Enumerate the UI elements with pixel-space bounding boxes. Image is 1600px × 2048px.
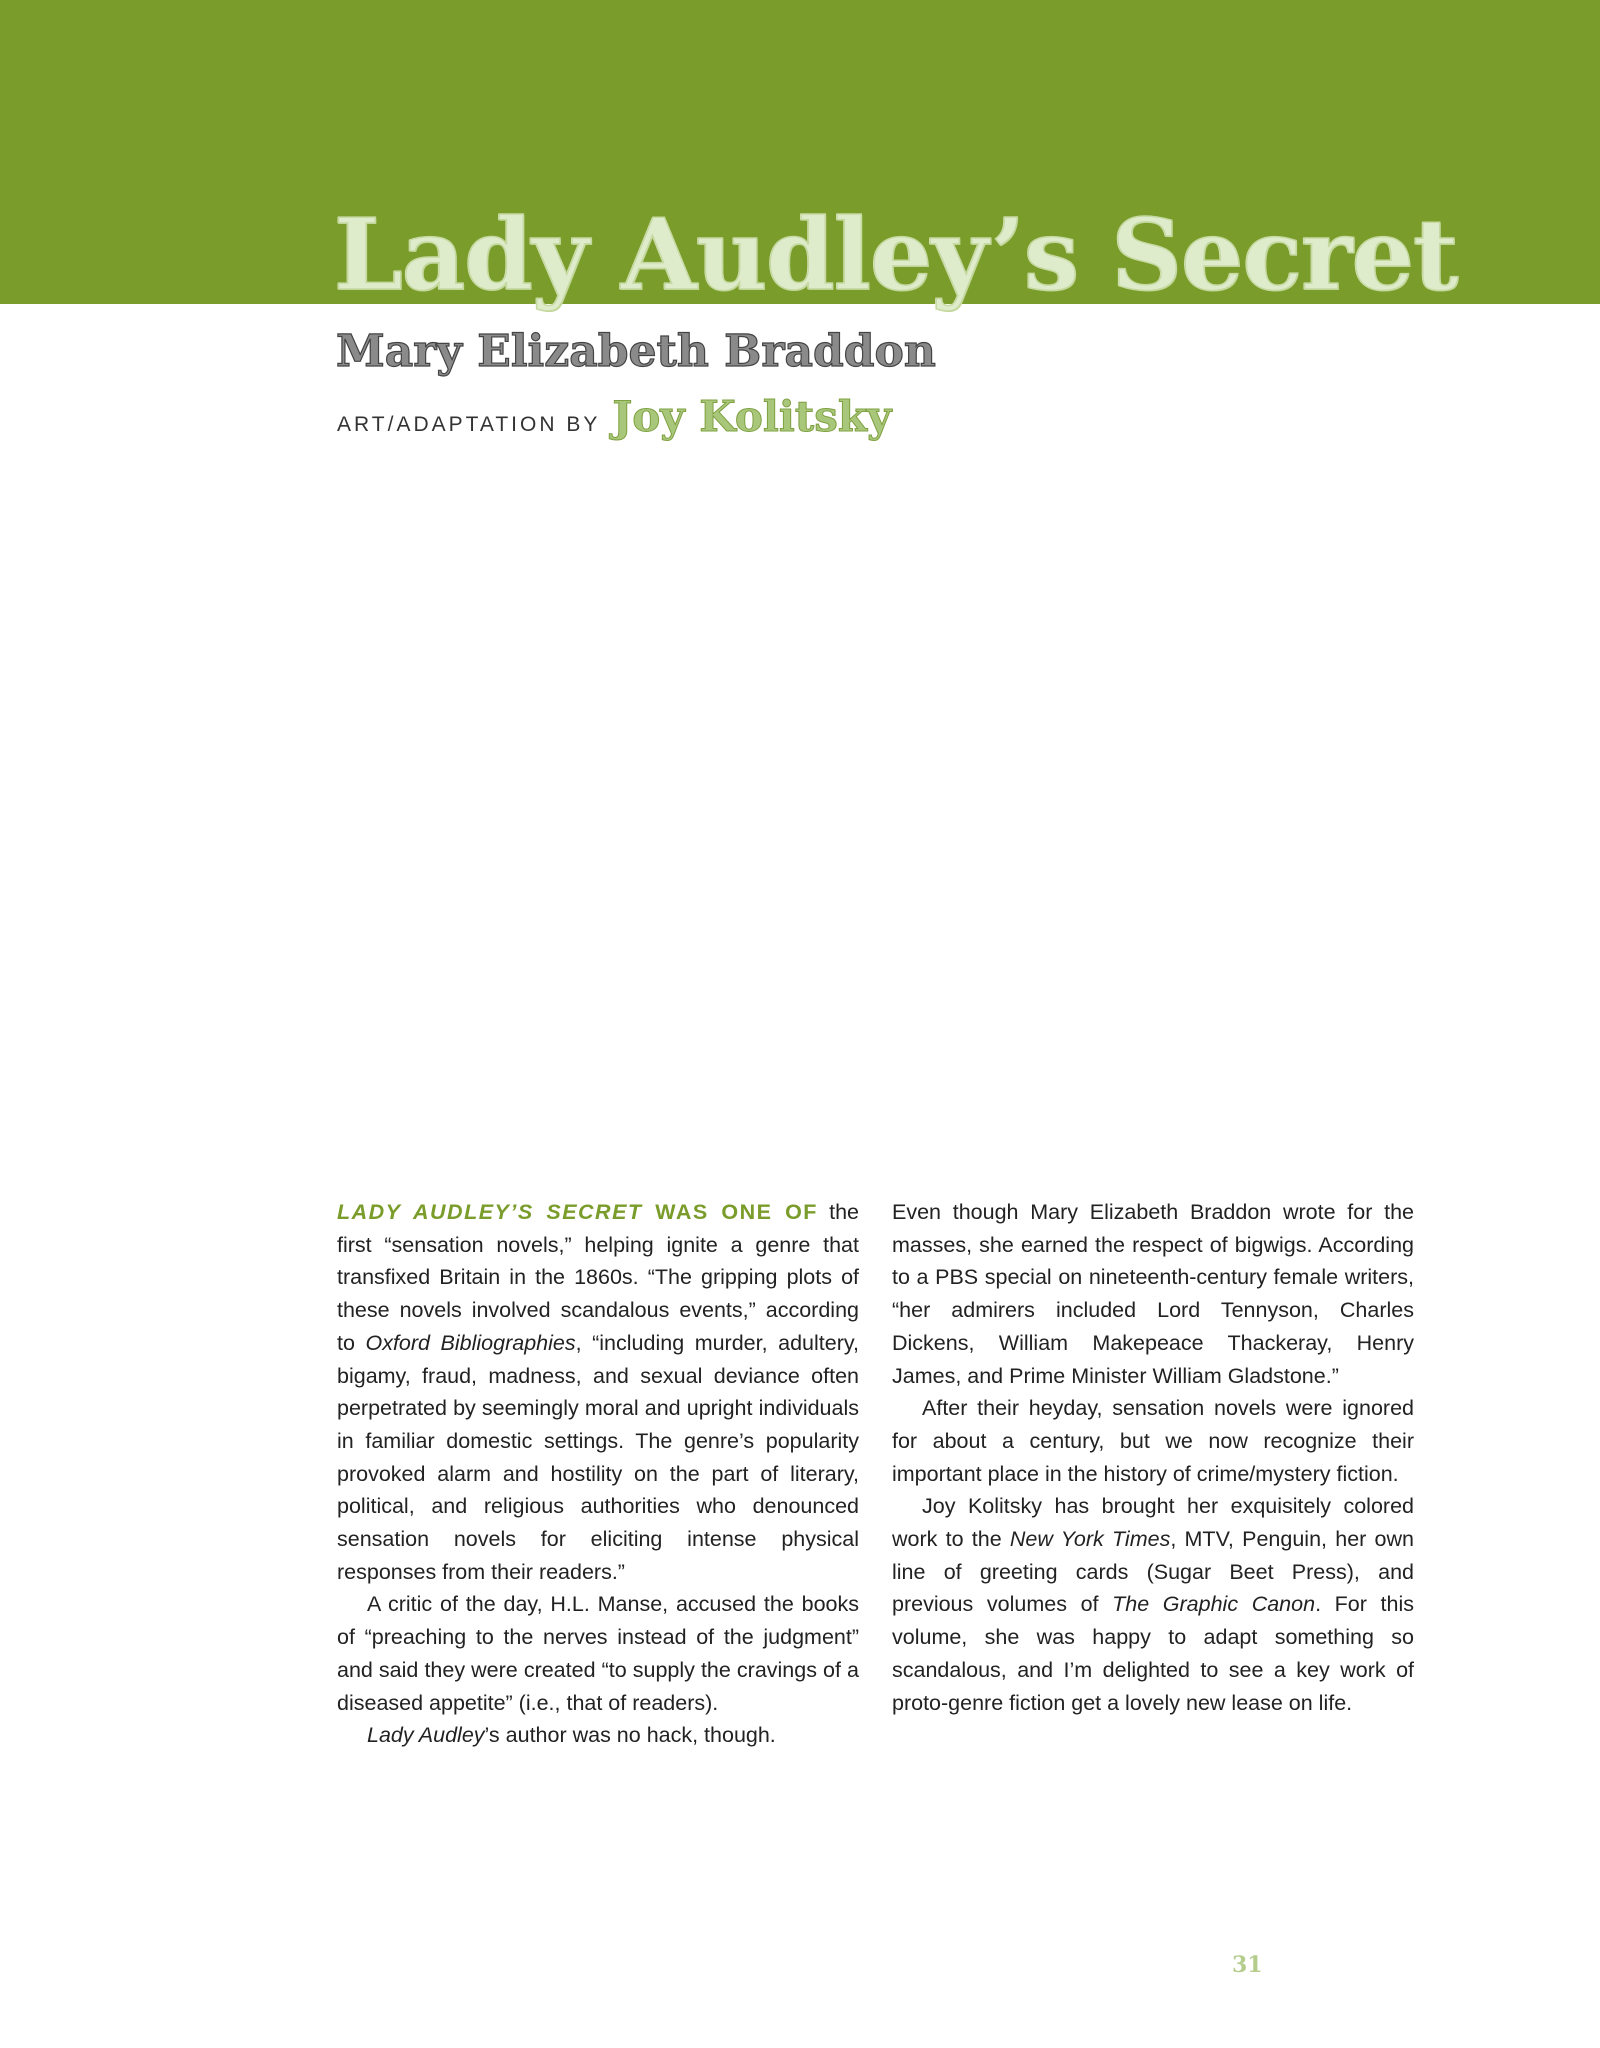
story-title: Lady Audley’s Secret [334, 198, 1458, 313]
paragraph: After their heyday, sensation novels were ignored for about a century, but we now recognize their important place in the history of crime/mystery fiction. [892, 1396, 1414, 1486]
text: the first “sensation novels,” helping ignite a genre that transfixed Britain in the 1860s. “The gripping plots of these novels involved scandalous events,” according to [337, 1200, 859, 1355]
lead-in-rest: WAS ONE OF [642, 1200, 818, 1224]
text: , MTV, Penguin, her own line of greeting cards (Sugar Beet Press), and previous volumes of [892, 1527, 1414, 1617]
intro-column-left [337, 1196, 859, 1752]
paragraph [337, 1719, 859, 1752]
text: Joy Kolitsky has brought her exquisitely colored work to the [892, 1494, 1414, 1552]
text-italic: The Graphic Canon [1112, 1592, 1316, 1617]
credit-label: ART/ADAPTATION BY [337, 413, 601, 436]
paragraph: Even though Mary Elizabeth Braddon wrote for the masses, she earned the respect of bigwigs. According to a PBS special on nineteenth-century female writers, “her admirers included Lord Tennyson, Charles Dickens, William Makepeace Thackeray, Henry James, and Prime Minister William Gladstone.” [892, 1200, 1414, 1388]
artist-name: Joy Kolitsky [612, 392, 892, 441]
paragraph [337, 1196, 859, 1588]
text-italic: Lady Audley [367, 1723, 485, 1748]
text: , “including murder, adultery, bigamy, fraud, madness, and sexual deviance often perpetrated by seemingly moral and upright individuals in familiar domestic settings. The genre’s popularity provoked alarm and hostility on the part of literary, political, and religious authorities who denounced sensation novels for eliciting intense physical responses from their readers.” [337, 1330, 859, 1584]
paragraph [892, 1490, 1414, 1719]
page-number: 31 [1232, 1952, 1263, 1978]
text-italic: New York Times [1009, 1527, 1171, 1552]
intro-column-right [892, 1196, 1414, 1719]
text: ’s author was no hack, though. [484, 1723, 776, 1748]
lead-in-title: LADY AUDLEY’S SECRET [337, 1200, 643, 1224]
text-italic: Oxford Bibliographies [365, 1330, 576, 1355]
lead-in [337, 1200, 818, 1224]
paragraph: A critic of the day, H.L. Manse, accused the books of “preaching to the nerves instead of the judgment” and said they were created “to supply the cravings of a diseased appetite” (i.e., that of readers). [337, 1592, 859, 1715]
adaptation-credit [337, 392, 891, 441]
text: . For this volume, she was happy to adapt something so scandalous, and I’m delighted to see a key work of proto-genre fiction get a lovely new lease on life. [892, 1592, 1414, 1715]
author-name: Mary Elizabeth Braddon [336, 326, 936, 377]
